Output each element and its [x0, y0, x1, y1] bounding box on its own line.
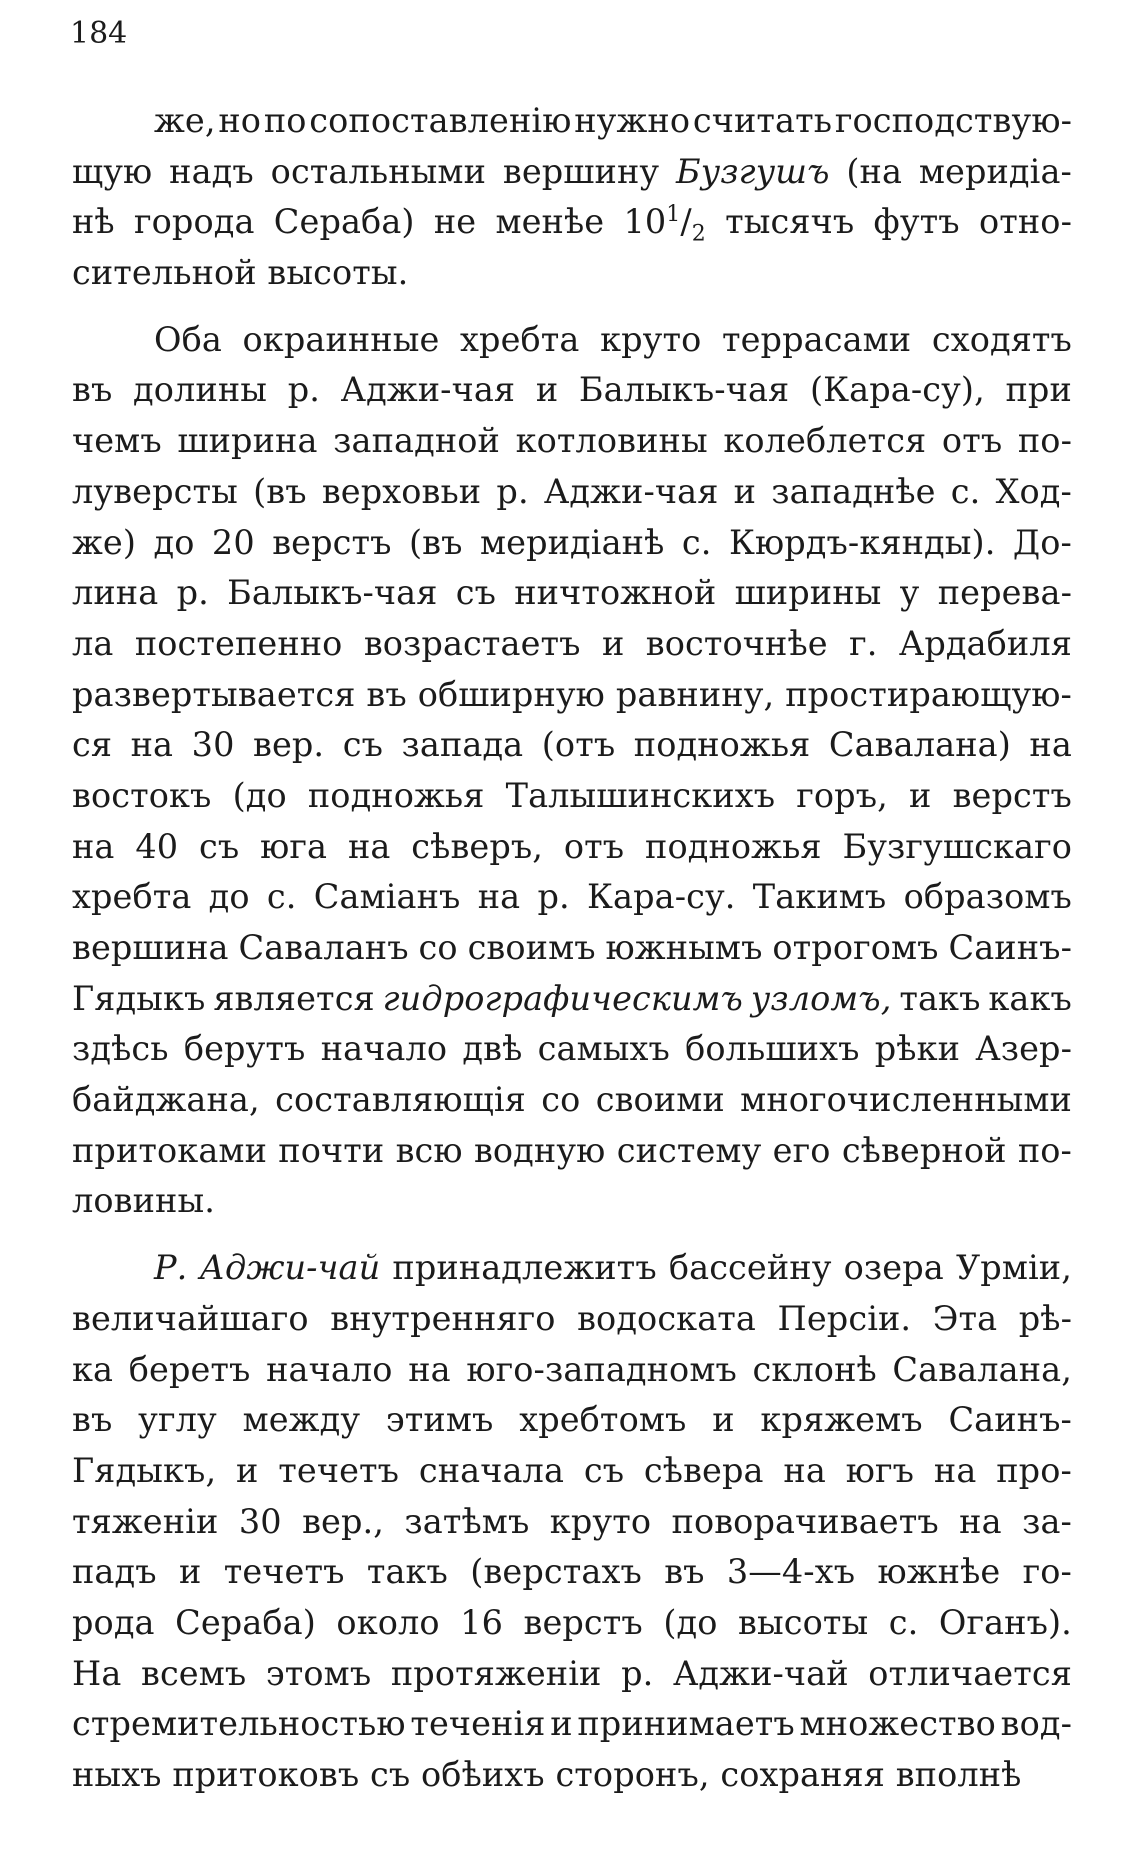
word: юга: [260, 826, 328, 866]
fraction-number: $10^1/_2$: [623, 202, 706, 248]
text-line: [72, 1176, 1072, 1227]
word: Сераба): [273, 202, 415, 242]
word: съ: [583, 1450, 625, 1490]
word: сторонъ,: [555, 1755, 710, 1794]
word: составляющія: [275, 1080, 526, 1120]
word: Ардабиля: [898, 623, 1072, 663]
word: сѣверной: [841, 1130, 1007, 1170]
word: съ: [199, 826, 240, 866]
word: юго-западномъ: [466, 1349, 737, 1389]
word: на: [933, 1450, 977, 1490]
word: теченія: [410, 1704, 546, 1744]
word: такъ: [366, 1552, 448, 1592]
word: с.: [266, 877, 297, 917]
word: но: [218, 101, 262, 140]
word: на: [959, 1501, 1002, 1541]
body-text: [72, 96, 1072, 1801]
text-line: [72, 96, 1072, 147]
word: съ: [455, 573, 496, 613]
word: сначала: [418, 1450, 565, 1490]
text-line: [72, 365, 1072, 416]
word: Гядыкъ: [72, 978, 206, 1018]
word: отрогомъ: [772, 928, 939, 967]
text-line: [72, 568, 1072, 619]
word: по-: [1017, 421, 1072, 461]
word: Персіи.: [777, 1298, 912, 1338]
word: западной: [333, 421, 500, 461]
word: (верстахъ: [470, 1552, 642, 1592]
word: Азер-: [975, 1029, 1072, 1069]
word: высоты.: [267, 253, 409, 293]
word: своимъ: [467, 928, 596, 967]
word: Саміанъ: [313, 877, 461, 917]
word: и: [178, 1552, 202, 1592]
text-line: [72, 670, 1072, 721]
paragraph-gap: [72, 1227, 1072, 1243]
word: подножья: [645, 826, 822, 866]
word: горъ,: [796, 775, 888, 815]
text-line: [72, 1395, 1072, 1446]
word: террасами: [721, 319, 912, 359]
word: отличается: [868, 1653, 1072, 1693]
word: многочисленными: [740, 1080, 1072, 1120]
word: на: [347, 826, 391, 866]
word: постепенно: [134, 623, 343, 663]
word: и: [535, 370, 559, 410]
word: менѣе: [495, 202, 605, 242]
word: съ: [370, 1755, 411, 1794]
word: почти: [278, 1130, 385, 1170]
word: окраинные: [242, 319, 440, 359]
word: хребта: [460, 319, 580, 359]
word: по-: [1017, 1130, 1072, 1170]
word: самыхъ: [537, 1029, 670, 1069]
word: сопоставленію: [309, 101, 572, 140]
word: нѣ: [72, 202, 115, 242]
word: вод-: [1000, 1704, 1072, 1744]
word: ширина: [177, 421, 318, 461]
word: сохраняя: [720, 1755, 885, 1794]
text-line: [72, 1750, 1072, 1801]
text-line: [72, 923, 1072, 974]
word: притоковъ: [172, 1755, 360, 1794]
word: на: [477, 877, 521, 917]
text-line: [72, 416, 1072, 467]
word: обѣихъ: [421, 1755, 545, 1794]
word: на: [130, 725, 174, 765]
word: ка: [72, 1349, 114, 1389]
word: при: [1005, 370, 1072, 410]
word: отъ: [563, 826, 625, 866]
word: двѣ: [462, 1029, 523, 1069]
word: Саинъ-: [948, 928, 1072, 967]
word: ныхъ: [72, 1755, 162, 1794]
word: Талышинскихъ: [505, 775, 776, 815]
word: подножья: [307, 775, 485, 815]
text-line: [72, 1497, 1072, 1548]
word: перева-: [937, 573, 1072, 613]
word: протяженіи: [390, 1653, 602, 1693]
word: котловины: [515, 421, 708, 461]
word: лина: [72, 573, 159, 613]
word: равнину,: [615, 674, 775, 714]
word: и: [550, 1704, 573, 1744]
word: же,: [154, 101, 216, 140]
word: южнымъ: [605, 928, 763, 967]
word: господствую-: [834, 101, 1072, 140]
text-line: [72, 147, 1072, 198]
text-line: [72, 1699, 1072, 1750]
word: меридіа-: [918, 151, 1072, 191]
word: падъ: [72, 1552, 157, 1592]
word: отъ: [941, 421, 1003, 461]
text-line: [72, 771, 1072, 822]
word: течетъ: [223, 1552, 345, 1592]
word: вершину: [502, 151, 660, 191]
word: всемъ: [140, 1653, 247, 1693]
word: хребтомъ: [519, 1400, 687, 1440]
word: верстъ: [952, 775, 1072, 815]
word: же): [72, 522, 137, 562]
word: за-: [1022, 1501, 1072, 1541]
word: Урміи,: [955, 1248, 1072, 1288]
word: Савалана,: [892, 1349, 1072, 1389]
word: р.: [537, 877, 570, 917]
word: какъ: [988, 978, 1072, 1018]
word: и: [733, 471, 757, 511]
word: узломъ,: [750, 978, 892, 1018]
word: рода: [72, 1602, 155, 1642]
word: простирающую-: [785, 674, 1072, 714]
word: и: [236, 1450, 259, 1490]
word: этомъ: [265, 1653, 372, 1693]
text-line: [72, 974, 1072, 1025]
text-line: [72, 248, 1072, 299]
word: отно-: [978, 202, 1072, 242]
word: нужно: [574, 101, 691, 140]
word: Оганъ).: [938, 1602, 1072, 1642]
word: круто: [549, 1501, 652, 1541]
word: развертывается: [72, 674, 356, 714]
word: Балыкъ-чая: [578, 370, 790, 410]
word: долины: [133, 370, 268, 410]
text-line: [72, 315, 1072, 366]
word: 20: [211, 522, 255, 562]
word: На: [72, 1653, 122, 1693]
text-line: [72, 1446, 1072, 1497]
word: со: [541, 1080, 581, 1120]
text-line: [72, 1294, 1072, 1345]
word: ширины: [734, 573, 882, 613]
word: внутренняго: [330, 1298, 556, 1338]
word: по: [263, 101, 307, 140]
word: 3—4-хъ: [726, 1552, 856, 1592]
word: 40: [135, 826, 179, 866]
word: начало: [266, 1349, 393, 1389]
word: южнѣе: [877, 1552, 1001, 1592]
word: югъ: [845, 1450, 915, 1490]
word: принимаетъ: [577, 1704, 795, 1744]
word: запада: [401, 725, 524, 765]
word: ла: [72, 623, 114, 663]
text-line: [72, 619, 1072, 670]
word: со: [418, 928, 458, 967]
word: колеблется: [723, 421, 927, 461]
word: чемъ: [72, 421, 162, 461]
word: систему: [616, 1130, 762, 1170]
word: большихъ: [685, 1029, 860, 1069]
word: кряжемъ: [760, 1400, 923, 1440]
word: надъ: [169, 151, 254, 191]
text-line: [72, 872, 1072, 923]
word: начало: [320, 1029, 448, 1069]
word: Эта: [932, 1298, 998, 1338]
word: углу: [138, 1400, 217, 1440]
word: (до: [663, 1602, 718, 1642]
word: озера: [843, 1248, 944, 1288]
text-line: [72, 1598, 1072, 1649]
word: байджана,: [72, 1080, 260, 1120]
word: Такимъ: [752, 877, 887, 917]
word: (отъ: [541, 725, 616, 765]
word: Бузгушъ: [676, 151, 830, 191]
word: вер.,: [302, 1501, 384, 1541]
word: этимъ: [385, 1400, 494, 1440]
word: подножья: [633, 725, 811, 765]
word: въ: [72, 370, 113, 410]
word: верстъ: [272, 522, 392, 562]
word: верстъ: [523, 1602, 643, 1642]
word: р.: [176, 573, 209, 613]
word: с.: [888, 1602, 919, 1642]
word: въ: [664, 1552, 705, 1592]
word: является: [213, 978, 375, 1018]
word: Аджи-чая: [543, 471, 719, 511]
word: (въ: [253, 471, 307, 511]
word: Р.: [154, 1248, 188, 1288]
word: 30: [191, 725, 235, 765]
word: поворачиваетъ: [671, 1501, 939, 1541]
word: сѣверъ,: [411, 826, 544, 866]
word: у: [899, 573, 920, 613]
word: его: [772, 1130, 831, 1170]
word: г.: [849, 623, 878, 663]
word: До-: [1012, 522, 1072, 562]
word: щую: [72, 151, 153, 191]
word: ловины.: [72, 1181, 215, 1221]
word: на: [72, 826, 115, 866]
word: вполнѣ: [895, 1755, 1022, 1794]
page-number: 184: [70, 16, 128, 51]
word: Ход-: [995, 471, 1072, 511]
word: сходятъ: [931, 319, 1072, 359]
word: образомъ: [903, 877, 1072, 917]
word: между: [242, 1400, 361, 1440]
word: 30: [238, 1501, 282, 1541]
text-line: [72, 1345, 1072, 1396]
word: города: [133, 202, 255, 242]
word: съ: [342, 725, 383, 765]
word: (въ: [409, 522, 463, 562]
word: Аджи-чай: [199, 1248, 381, 1288]
text-line: [72, 1024, 1072, 1075]
word: на: [783, 1450, 826, 1490]
word: про-: [996, 1450, 1072, 1490]
word: и: [909, 775, 932, 815]
word: восточнѣе: [645, 623, 828, 663]
word: западнѣе: [771, 471, 936, 511]
word: около: [336, 1602, 440, 1642]
word: Сераба): [175, 1602, 316, 1642]
word: беретъ: [128, 1349, 251, 1389]
word: Кюрдъ-кянды).: [728, 522, 996, 562]
word: берутъ: [183, 1029, 306, 1069]
word: Бузгушскаго: [842, 826, 1072, 866]
word: тяженіи: [72, 1501, 219, 1541]
word: обширную: [417, 674, 605, 714]
word: на: [408, 1349, 451, 1389]
word: въ: [72, 1400, 113, 1440]
word: р.: [496, 471, 529, 511]
word: верховьи: [321, 471, 482, 511]
word: до: [208, 877, 250, 917]
word: величайшаго: [72, 1298, 309, 1338]
word: меридіанѣ: [480, 522, 665, 562]
word: считать: [692, 101, 833, 140]
word: возрастаетъ: [363, 623, 581, 663]
word: всю: [395, 1130, 463, 1170]
word: водную: [473, 1130, 606, 1170]
word: склонѣ: [752, 1349, 877, 1389]
text-line: [72, 720, 1072, 771]
word: востокъ: [72, 775, 212, 815]
word: своими: [595, 1080, 725, 1120]
word: Аджи-чая: [340, 370, 516, 410]
text-line: [72, 1649, 1072, 1700]
word: р.: [621, 1653, 654, 1693]
text-line: [72, 1126, 1072, 1177]
word: Аджи-чай: [672, 1653, 849, 1693]
word: тысячъ: [725, 202, 855, 242]
text-line: [72, 467, 1072, 518]
word: (до: [232, 775, 287, 815]
word: р.: [287, 370, 320, 410]
word: с.: [681, 522, 712, 562]
word: бассейну: [668, 1248, 832, 1288]
word: (Кара-су),: [809, 370, 985, 410]
word: Гядыкъ,: [72, 1450, 217, 1490]
word: Саваланъ: [238, 928, 409, 967]
word: 16: [460, 1602, 503, 1642]
text-line: [72, 1243, 1072, 1294]
word: рѣ-: [1018, 1298, 1072, 1338]
word: высоты: [738, 1602, 869, 1642]
word: сительной: [72, 253, 257, 293]
text-line: [72, 197, 1072, 248]
word: множество: [799, 1704, 996, 1744]
word: го-: [1022, 1552, 1072, 1592]
word: ся: [72, 725, 113, 765]
word: луверсты: [72, 471, 238, 511]
word: Оба: [154, 319, 222, 359]
word: здѣсь: [72, 1029, 169, 1069]
text-line: [72, 1547, 1072, 1598]
word: футъ: [873, 202, 960, 242]
word: Савалана): [828, 725, 1011, 765]
word: Саинъ-: [948, 1400, 1072, 1440]
word: до: [153, 522, 195, 562]
word: круто: [600, 319, 702, 359]
word: не: [433, 202, 477, 242]
word: въ: [366, 674, 407, 714]
text-line: [72, 1075, 1072, 1126]
word: сѣвера: [643, 1450, 764, 1490]
word: (на: [846, 151, 903, 191]
word: с.: [950, 471, 981, 511]
word: и: [601, 623, 625, 663]
word: на: [1029, 725, 1072, 765]
paragraph-gap: [72, 299, 1072, 315]
word: притоками: [72, 1130, 267, 1170]
text-line: [72, 518, 1072, 569]
word: такъ: [899, 978, 981, 1018]
text-line: [72, 822, 1072, 873]
word: рѣки: [874, 1029, 961, 1069]
word: остальными: [270, 151, 487, 191]
word: вершина: [72, 928, 229, 967]
word: вер.: [253, 725, 325, 765]
word: водоската: [577, 1298, 756, 1338]
word: принадлежитъ: [392, 1248, 657, 1288]
word: Балыкъ-чая: [227, 573, 438, 613]
word: затѣмъ: [404, 1501, 530, 1541]
word: хребта: [72, 877, 192, 917]
word: гидрографическимъ: [382, 978, 743, 1018]
word: и: [712, 1400, 735, 1440]
word: ничтожной: [514, 573, 717, 613]
word: течетъ: [278, 1450, 400, 1490]
word: Кара-су.: [586, 877, 736, 917]
word: стремительностью: [72, 1704, 406, 1744]
